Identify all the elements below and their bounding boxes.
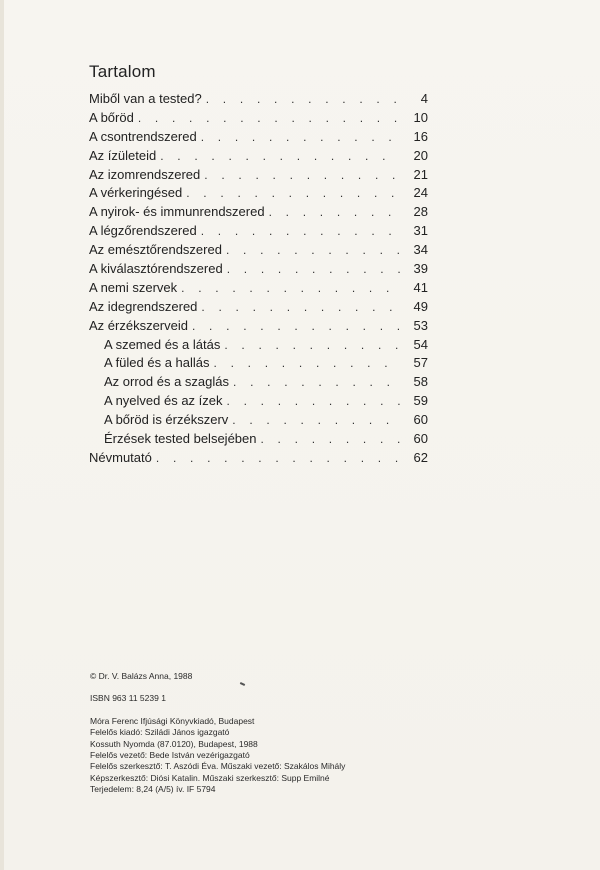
toc-entry-page-number: 24 — [413, 185, 428, 201]
toc-dot-leader — [160, 147, 400, 166]
toc-entry-page-number: 31 — [413, 223, 428, 239]
toc-entry-title: A csontrendszered — [89, 128, 197, 144]
toc-entry-page-number: 49 — [413, 298, 428, 314]
toc-entry-page-number: 10 — [413, 109, 428, 125]
toc-entry-page-number: 53 — [413, 317, 428, 333]
toc-entry — [89, 279, 428, 298]
toc-entry-page-number: 16 — [413, 128, 428, 144]
toc-entry — [89, 411, 428, 430]
toc-entry — [89, 430, 428, 449]
toc-entry-page-number: 59 — [413, 393, 428, 409]
toc-dot-leader — [186, 184, 400, 203]
toc-entry-title: A szemed és a látás — [104, 336, 221, 352]
toc-entry — [89, 166, 428, 185]
toc-entry-page-number: 57 — [413, 355, 428, 371]
toc-entry — [89, 109, 428, 128]
toc-entry — [89, 260, 428, 279]
toc-entry-title: A vérkeringésed — [89, 185, 183, 201]
toc-dot-leader — [233, 373, 400, 392]
toc-entry — [89, 128, 428, 147]
toc-dot-leader — [260, 430, 400, 449]
toc-entry-title: A nemi szervek — [89, 279, 178, 295]
toc-entry-page-number: 21 — [413, 166, 428, 182]
toc-dot-leader — [269, 203, 400, 222]
toc-entry-title: Érzések tested belsejében — [104, 431, 257, 447]
colophon — [90, 671, 345, 796]
toc-entry — [89, 373, 428, 392]
toc-dot-leader — [214, 354, 400, 373]
toc-entry — [89, 298, 428, 317]
page-title: Tartalom — [89, 62, 156, 81]
toc-entry-title: Az orrod és a szaglás — [104, 374, 230, 390]
imprint-line: Képszerkesztő: Diósi Katalin. Műszaki szerkesztő: Supp Emilné — [90, 772, 330, 783]
toc-entry-title: Az idegrendszered — [89, 298, 198, 314]
toc-entry-title: A légzőrendszered — [89, 223, 197, 239]
toc-entry — [89, 147, 428, 166]
toc-dot-leader — [227, 260, 400, 279]
toc-dot-leader — [138, 109, 400, 128]
toc-dot-leader — [201, 128, 400, 147]
toc-entry-title: A kiválasztórendszered — [89, 261, 223, 277]
toc-entry-title: A nyelved és az ízek — [104, 393, 223, 409]
toc-entry — [89, 354, 428, 373]
toc-entry-title: A bőröd is érzékszerv — [104, 412, 229, 428]
imprint-line: Móra Ferenc Ifjúsági Könyvkiadó, Budapest — [90, 715, 255, 726]
toc-dot-leader — [201, 222, 400, 241]
toc-entry-page-number: 28 — [413, 204, 428, 220]
imprint-block — [90, 716, 345, 796]
copyright-line: © Dr. V. Balázs Anna, 1988 — [90, 671, 193, 681]
page-edge — [0, 0, 4, 870]
toc-entry — [89, 336, 428, 355]
toc-entry-page-number: 20 — [413, 147, 428, 163]
toc-entry — [89, 241, 428, 260]
toc-entry-page-number: 58 — [413, 374, 428, 390]
toc-dot-leader — [201, 298, 400, 317]
toc-entry — [89, 222, 428, 241]
toc-dot-leader — [232, 411, 400, 430]
toc-dot-leader — [192, 317, 400, 336]
toc-dot-leader — [156, 449, 400, 468]
toc-entry-title: Az emésztőrendszered — [89, 242, 222, 258]
toc-entry — [89, 184, 428, 203]
toc-dot-leader — [227, 392, 400, 411]
imprint-line: Kossuth Nyomda (87.0120), Budapest, 1988 — [90, 738, 258, 749]
toc-entry-page-number: 62 — [413, 449, 428, 465]
toc-entry — [89, 203, 428, 222]
toc-entry — [89, 90, 428, 109]
toc-entry-page-number: 34 — [413, 242, 428, 258]
toc-entry-page-number: 60 — [413, 431, 428, 447]
imprint-line: Felelős szerkesztő: T. Aszódi Éva. Műszaki vezető: Szakálos Mihály — [90, 761, 346, 772]
toc-entry-page-number: 4 — [420, 91, 428, 106]
toc-dot-leader — [206, 90, 400, 109]
toc-dot-leader — [226, 241, 400, 260]
toc-entry-title: Miből van a tested? — [89, 91, 202, 106]
toc-entry-title: Névmutató — [89, 449, 152, 465]
toc-entry — [89, 392, 428, 411]
toc-dot-leader — [224, 336, 400, 355]
imprint-line: Felelős kiadó: Sziládi János igazgató — [90, 727, 230, 738]
toc-entry-page-number: 39 — [413, 261, 428, 277]
toc-entry — [89, 449, 428, 468]
table-of-contents — [89, 90, 428, 468]
toc-entry — [89, 317, 428, 336]
toc-entry-page-number: 41 — [413, 279, 428, 295]
toc-entry-page-number: 54 — [413, 336, 428, 352]
toc-dot-leader — [204, 166, 400, 185]
toc-entry-title: Az ízületeid — [89, 147, 157, 163]
toc-entry-title: Az izomrendszered — [89, 166, 201, 182]
toc-entry-title: Az érzékszerveid — [89, 317, 188, 333]
isbn-line: ISBN 963 11 5239 1 — [90, 693, 166, 704]
toc-dot-leader — [181, 279, 400, 298]
toc-entry-title: A nyirok- és immunrendszered — [89, 204, 265, 220]
toc-entry-page-number: 60 — [413, 412, 428, 428]
toc-entry-title: A bőröd — [89, 109, 134, 125]
imprint-line: Terjedelem: 8,24 (A/5) ív. IF 5794 — [90, 784, 216, 795]
imprint-line: Felelős vezető: Bede István vezérigazgató — [90, 750, 250, 761]
toc-entry-title: A füled és a hallás — [104, 355, 210, 371]
